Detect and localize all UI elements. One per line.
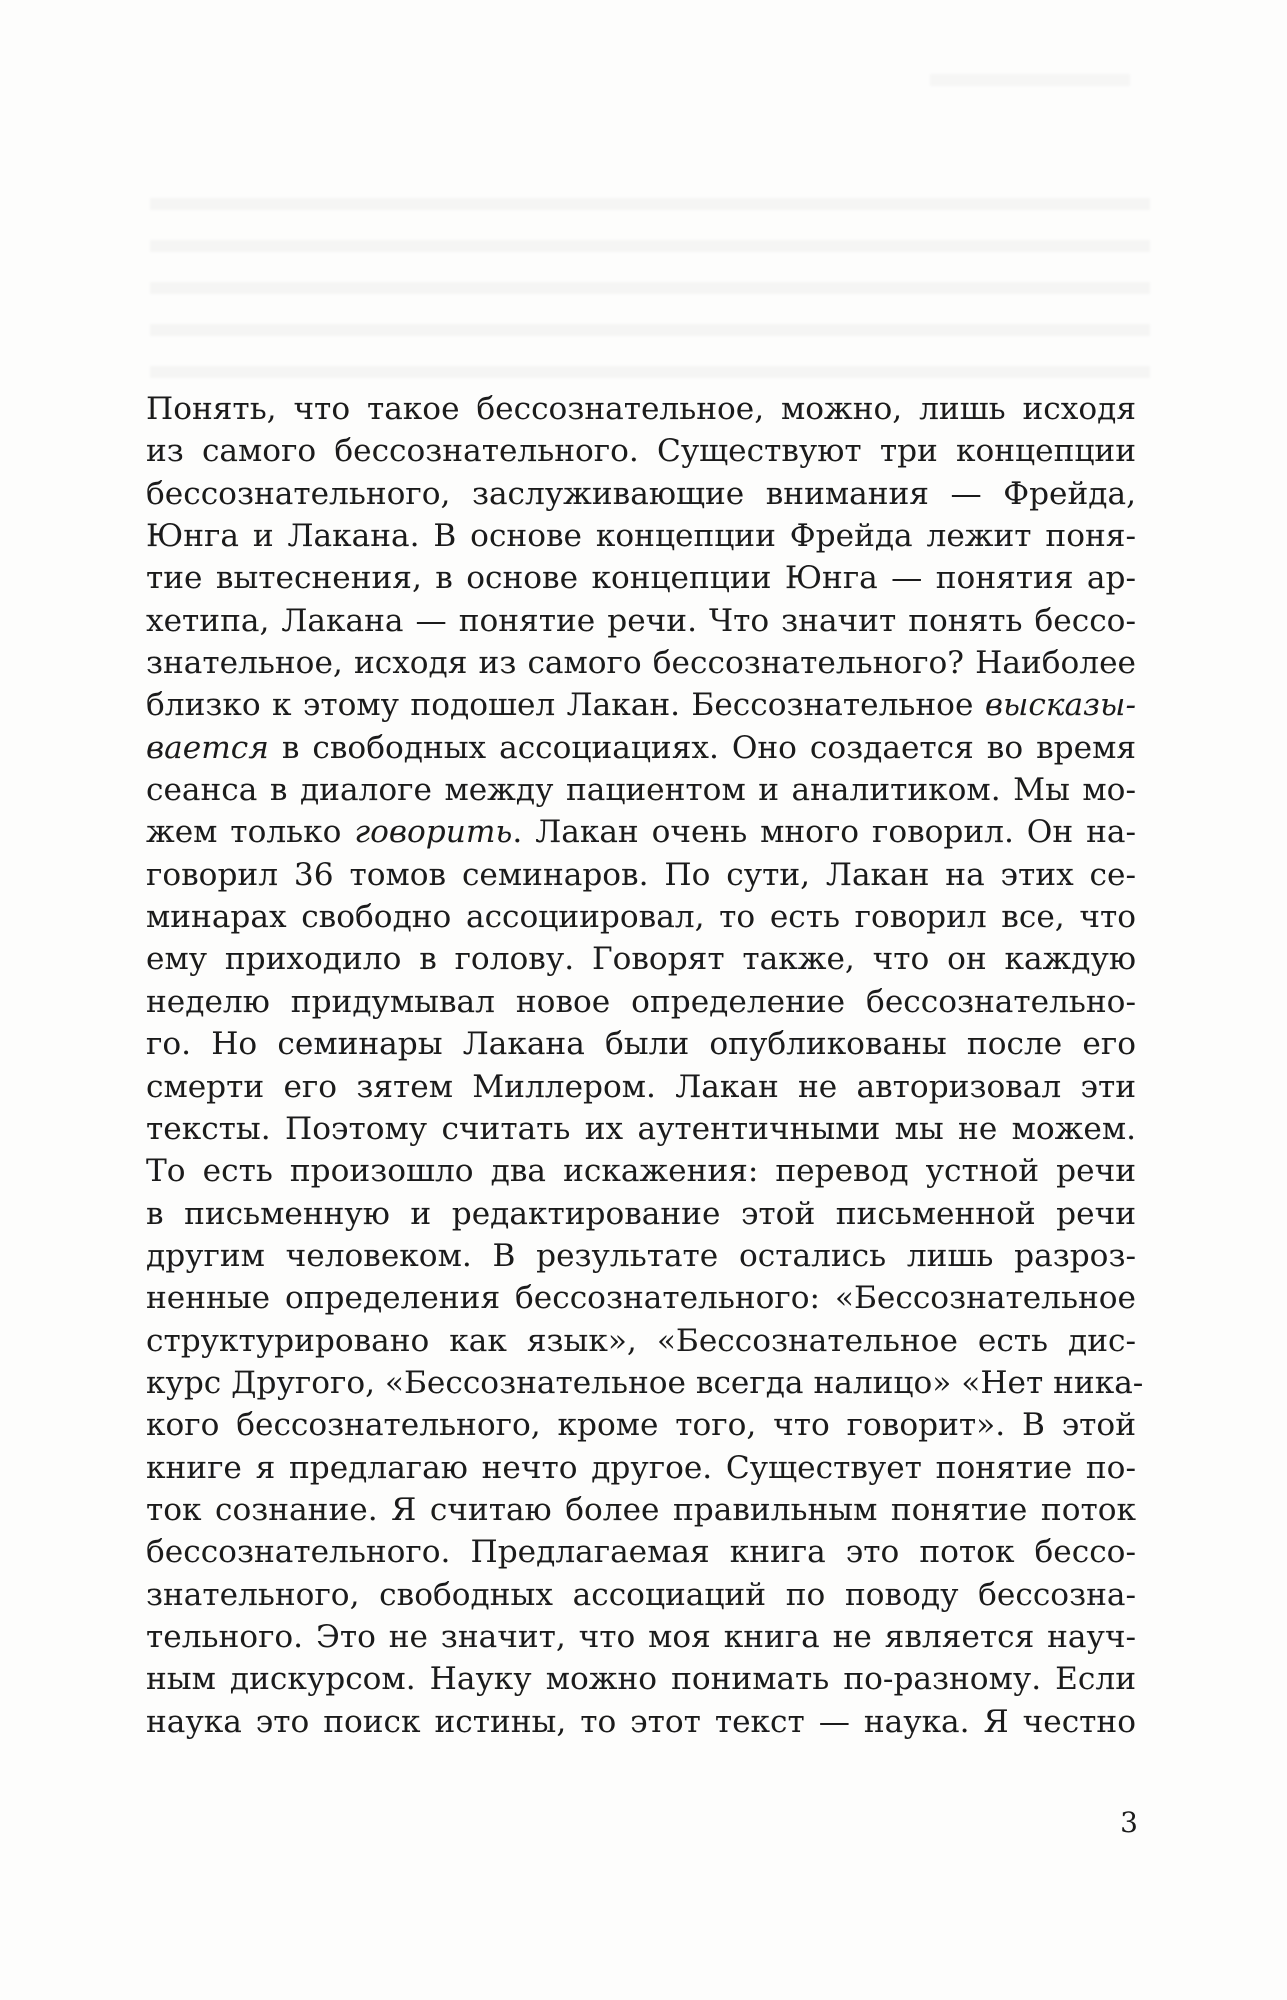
- text-run: в свободных ассоциациях. Оно создается во время: [268, 729, 1136, 766]
- text-run: . Лакан очень много говорил. Он на-: [512, 814, 1136, 851]
- text-line: бессознательного. Предлагаемая книга это поток бессо-: [146, 1534, 1136, 1571]
- text-run: жем только: [146, 814, 355, 851]
- text-line: тельного. Это не значит, что моя книга не является науч-: [146, 1618, 1136, 1655]
- text-line: другим человеком. В результате остались лишь разроз-: [146, 1237, 1136, 1274]
- text-line: хетипа, Лакана — понятие речи. Что значит понять бессо-: [146, 602, 1136, 639]
- text-line: ненные определения бессознательного: «Бессознательное: [146, 1280, 1136, 1317]
- text-line: ему приходило в голову. Говорят также, что он каждую: [146, 941, 1136, 978]
- page-number: 3: [1120, 1806, 1138, 1839]
- text-line: сеанса в диалоге между пациентом и аналитиком. Мы мо-: [146, 772, 1136, 809]
- text-line: ным дискурсом. Науку можно понимать по-разному. Если: [146, 1661, 1136, 1698]
- italic-text-run: высказы-: [984, 687, 1136, 724]
- italic-text-run: вается: [146, 729, 269, 766]
- text-line: в письменную и редактирование этой письменной речи: [146, 1195, 1136, 1232]
- text-line: тие вытеснения, в основе концепции Юнга — понятия ар-: [146, 560, 1136, 597]
- text-line: Понять, что такое бессознательное, можно, лишь исходя: [146, 391, 1136, 427]
- text-line: книге я предлагаю нечто другое. Существует понятие по-: [146, 1449, 1136, 1486]
- text-run: близко к этому подошел Лакан. Бессознательное: [146, 687, 985, 724]
- text-line: бессознательного, заслуживающие внимания — Фрейда,: [146, 475, 1136, 512]
- text-line: неделю придумывал новое определение бессознательно-: [146, 983, 1136, 1020]
- text-line: знательного, свободных ассоциаций по поводу бессозна-: [146, 1576, 1136, 1613]
- text-line: тексты. Поэтому считать их аутентичными мы не можем.: [146, 1110, 1136, 1147]
- text-line: [146, 684, 1136, 726]
- bleed-through-header: [930, 74, 1130, 86]
- text-line: курс Другого, «Бессознательное всегда налицо» «Нет ника-: [146, 1364, 1144, 1401]
- text-line: структурировано как язык», «Бессознательное есть дис-: [146, 1322, 1136, 1359]
- text-line: наука это поиск истины, то этот текст — наука. Я честно: [146, 1703, 1136, 1740]
- italic-text-run: говорить: [354, 814, 513, 851]
- text-line: го. Но семинары Лакана были опубликованы после его: [146, 1026, 1136, 1063]
- text-line: То есть произошло два искажения: перевод устной речи: [146, 1153, 1136, 1190]
- text-line: ток сознание. Я считаю более правильным понятие поток: [146, 1491, 1136, 1528]
- text-line: Юнга и Лакана. В основе концепции Фрейда лежит поня-: [146, 518, 1136, 555]
- text-line: смерти его зятем Миллером. Лакан не авторизовал эти: [146, 1068, 1136, 1105]
- text-line: минарах свободно ассоциировал, то есть говорил все, что: [146, 899, 1136, 936]
- text-line: знательное, исходя из самого бессознательного? Наиболее: [146, 645, 1136, 682]
- main-text: [146, 388, 1144, 1743]
- text-line: [146, 727, 1136, 769]
- text-line: из самого бессознательного. Существуют три концепции: [146, 433, 1136, 470]
- text-line: [146, 811, 1136, 853]
- text-line: кого бессознательного, кроме того, что говорит». В этой: [146, 1407, 1136, 1444]
- bleed-through-text: [150, 176, 1150, 386]
- text-line: говорил 36 томов семинаров. По сути, Лакан на этих се-: [146, 856, 1136, 893]
